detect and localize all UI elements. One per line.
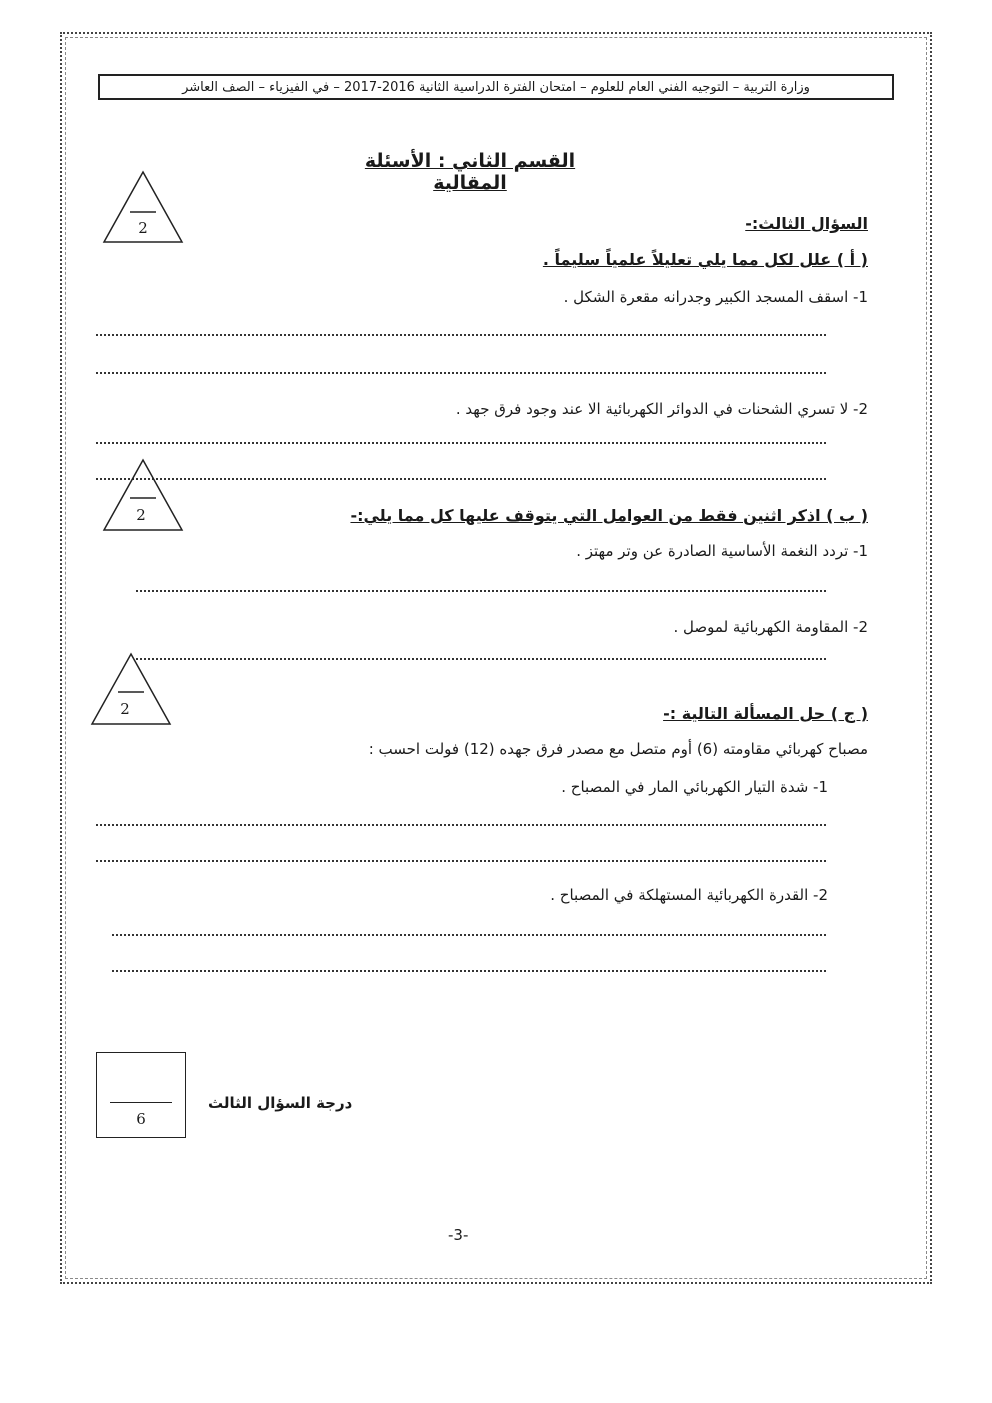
answer-line[interactable]: [96, 824, 826, 826]
question-heading: السؤال الثالث:-: [745, 214, 868, 233]
part-a-heading: ( أ ) علل لكل مما يلي تعليلاً علمياً سليماً .: [542, 250, 868, 269]
answer-line[interactable]: [96, 478, 826, 480]
part-a-item-1: 1- اسقف المسجد الكبير وجدرانه مقعرة الشكل .: [563, 288, 868, 306]
answer-line[interactable]: [96, 860, 826, 862]
part-c-problem: مصباح كهربائي مقاومته (6) أوم متصل مع مصدر فرق جهده (12) فولت احسب :: [368, 740, 868, 758]
page-number: -3-: [448, 1226, 469, 1244]
part-c-heading: ( ج ) حل المسألة التالية :-: [663, 704, 868, 723]
total-score-value: 6: [136, 1110, 146, 1128]
total-score-label: درجة السؤال الثالث: [208, 1094, 353, 1112]
answer-line[interactable]: [136, 590, 826, 592]
answer-line[interactable]: [112, 934, 826, 936]
part-a-item-2: 2- لا تسري الشحنات في الدوائر الكهربائية الا عند وجود فرق جهد .: [455, 400, 868, 418]
exam-header-text: وزارة التربية – التوجيه الفني العام للعلوم – امتحان الفترة الدراسية الثانية 2016-2017 – في الفيزياء – الصف العاشر: [182, 79, 810, 95]
part-b-heading: ( ب ) اذكر اثنين فقط من العوامل التي يتوقف عليها كل مما يلي:-: [350, 506, 868, 525]
answer-line[interactable]: [136, 658, 826, 660]
answer-line[interactable]: [96, 334, 826, 336]
exam-header: [98, 74, 894, 100]
section-title: القسم الثاني : الأسئلة المقالية: [364, 150, 576, 194]
answer-line[interactable]: [96, 442, 826, 444]
score-a: 2: [138, 219, 148, 237]
score-c: 2: [120, 700, 130, 718]
score-b: 2: [136, 506, 146, 524]
part-c-item-2: 2- القدرة الكهربائية المستهلكة في المصباح .: [550, 886, 828, 904]
part-b-item-1: 1- تردد النغمة الأساسية الصادرة عن وتر مهتز .: [576, 542, 868, 560]
part-b-item-2: 2- المقاومة الكهربائية لموصل .: [673, 618, 868, 636]
answer-line[interactable]: [96, 372, 826, 374]
answer-line[interactable]: [112, 970, 826, 972]
total-score-line: [110, 1102, 172, 1103]
part-c-item-1: 1- شدة التيار الكهربائي المار في المصباح .: [561, 778, 828, 796]
